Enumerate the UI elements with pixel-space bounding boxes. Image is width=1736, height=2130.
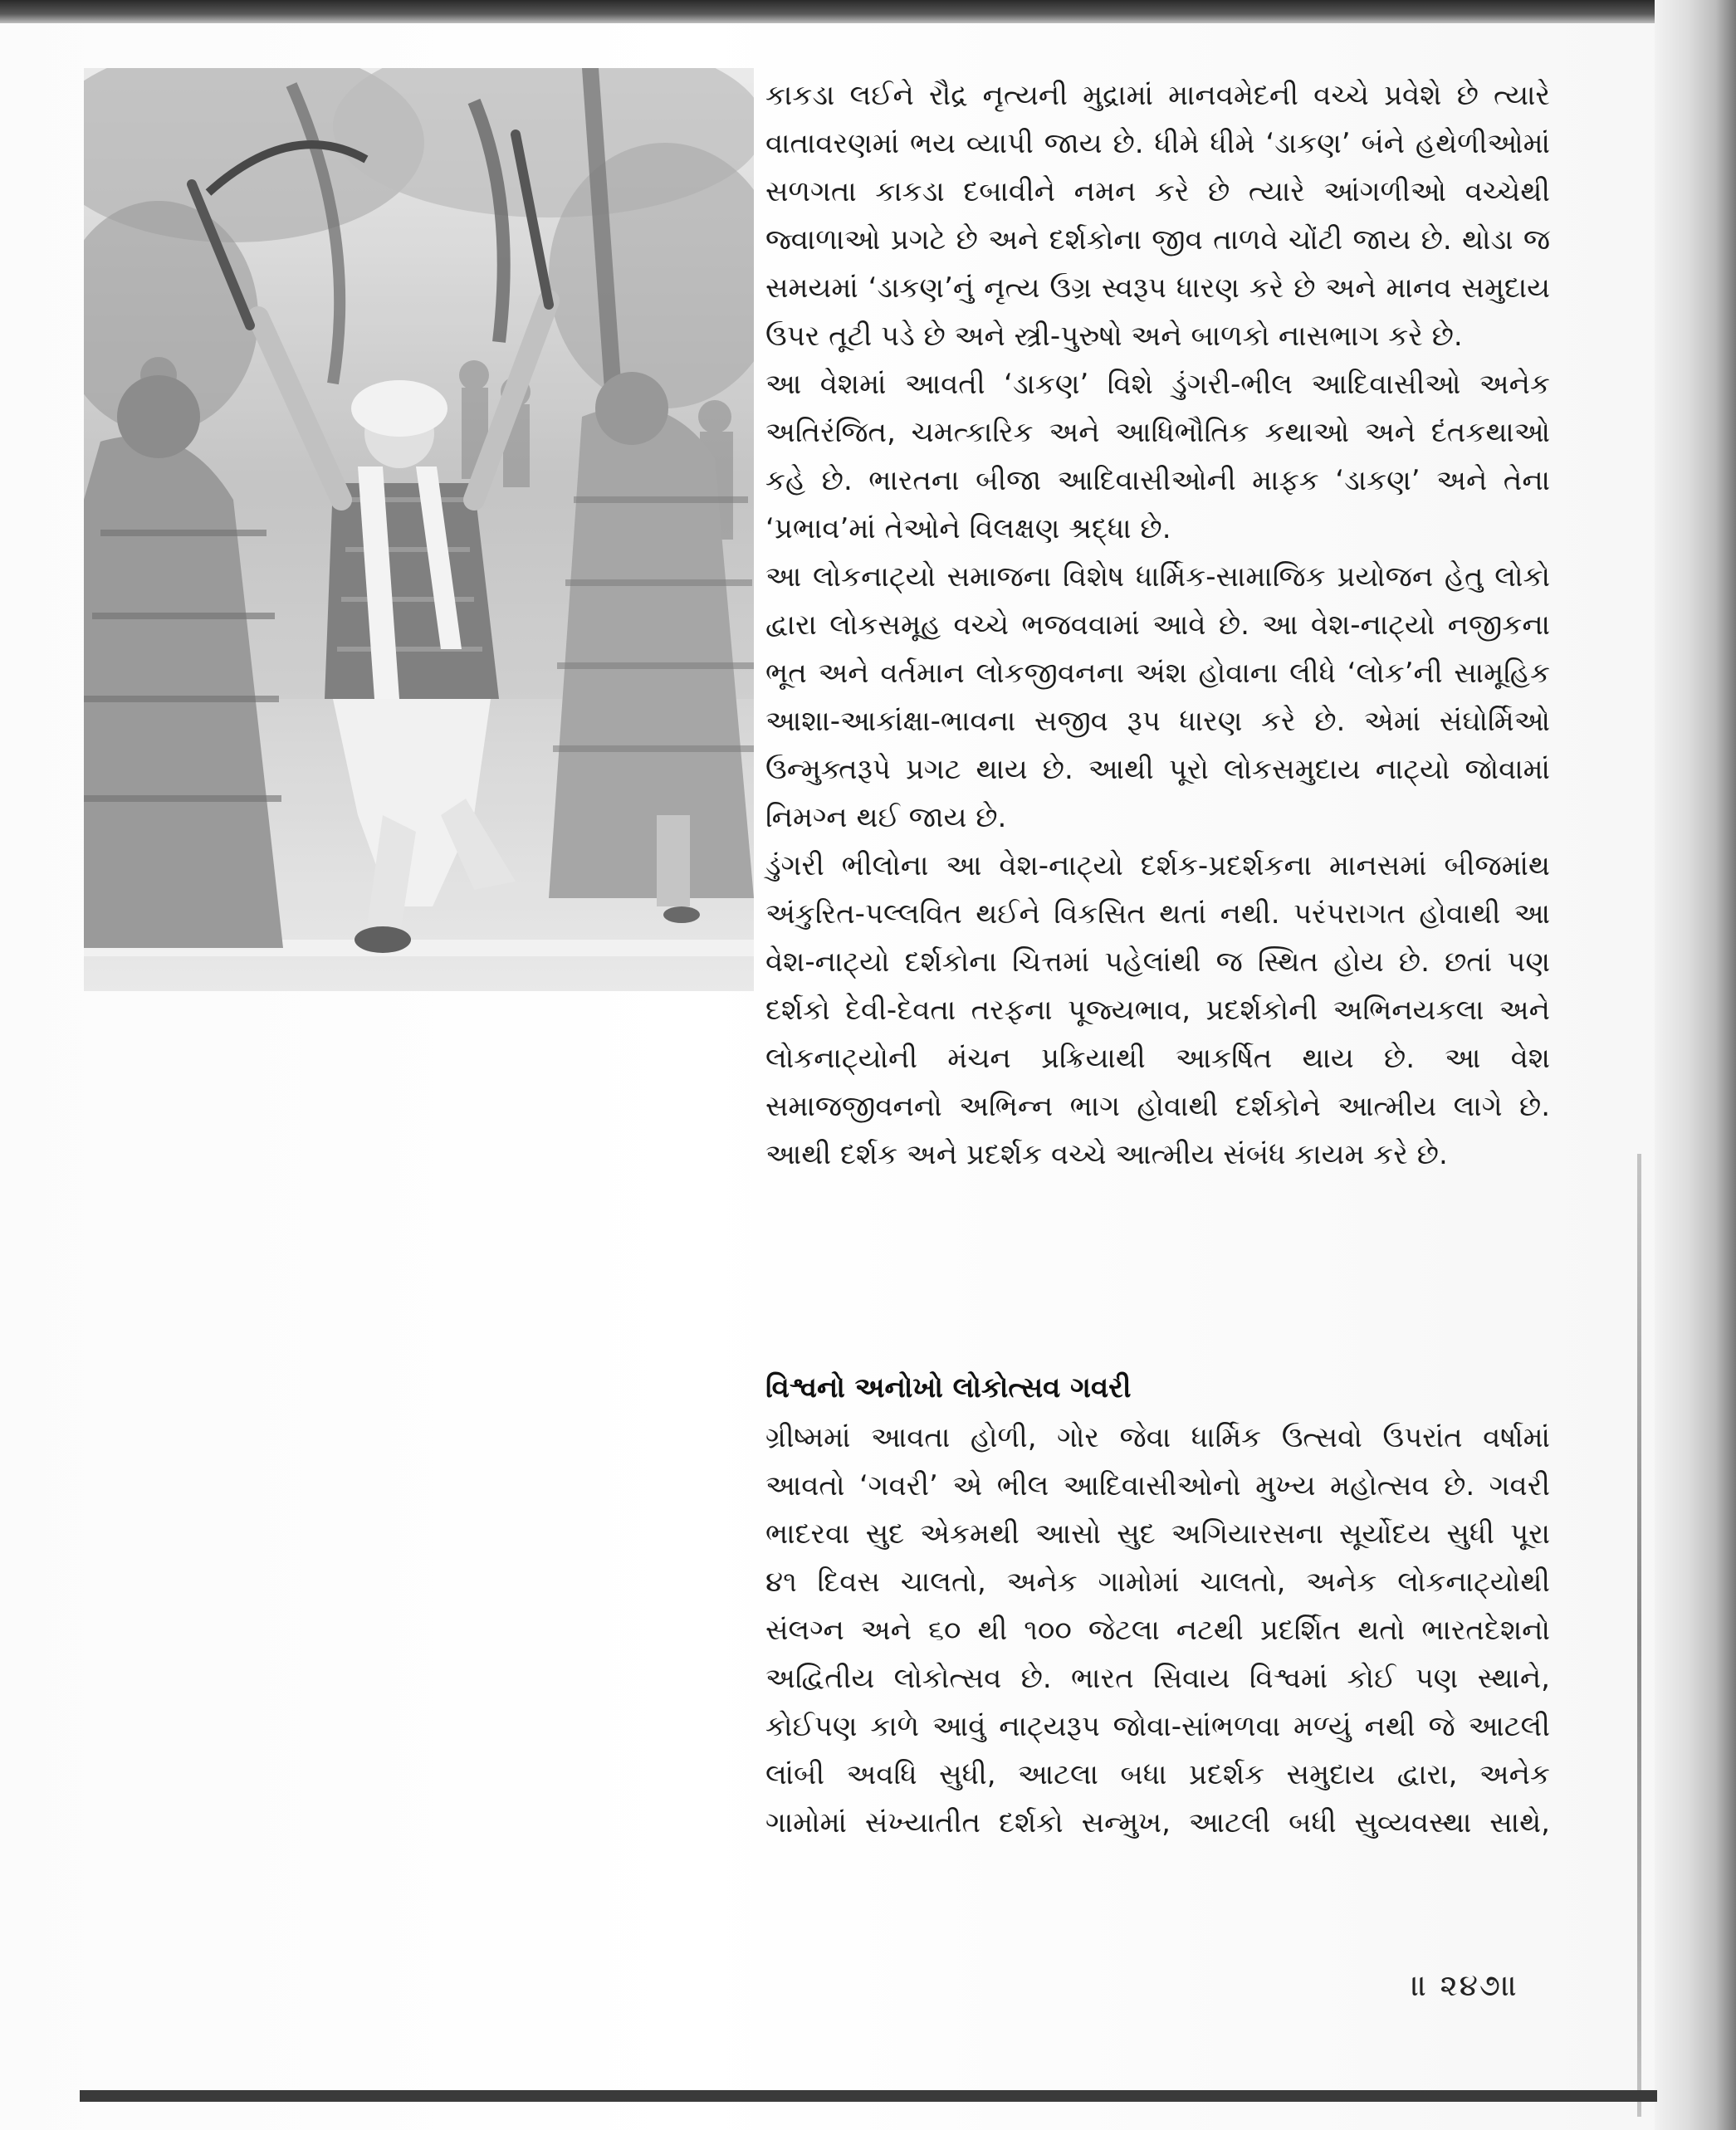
text-line: અદ્વિતીય લોકોત્સવ છે. ભારત સિવાય વિશ્વમાં કોઈ પણ સ્થાને, xyxy=(765,1662,1550,1695)
text-line: સમાજજીવનનો અભિન્ન ભાગ હોવાથી દર્શકોને આત્મીય લાગે છે. xyxy=(765,1090,1550,1123)
text-line: આવતો ‘ગવરી’ એ ભીલ આદિવાસીઓનો મુખ્ય મહોત્સવ છે. ગવરી xyxy=(765,1469,1550,1502)
body-text-top xyxy=(765,71,1550,1179)
scan-right-edge xyxy=(1655,0,1736,2130)
text-line: દર્શકો દેવી-દેવતા તરફના પૂજ્યભાવ, પ્રદર્શકોની અભિનયકલા અને xyxy=(765,994,1550,1027)
paragraph-3 xyxy=(765,553,1550,842)
text-line: ઉન્મુક્તરૂપે પ્રગટ થાય છે. આથી પૂરો લોકસમુદાય નાટ્યો જોવામાં xyxy=(765,753,1550,786)
text-line: અતિરંજિત, ચમત્કારિક અને આધિભૌતિક કથાઓ અને દંતકથાઓ xyxy=(765,416,1550,449)
text-line: કાકડા લઈને રૌદ્ર નૃત્યની મુદ્રામાં માનવમેદની વચ્ચે પ્રવેશે છે ત્યારે xyxy=(765,79,1550,112)
section-heading: વિશ્વનો અનોખો લોકોત્સવ ગવરી xyxy=(765,1371,1132,1405)
text-line: સંલગ્ન અને ૬૦ થી ૧૦૦ જેટલા નટથી પ્રદર્શિત થતો ભારતદેશનો xyxy=(765,1614,1550,1647)
photo-illustration xyxy=(84,68,754,991)
text-line: લાંબી અવધિ સુધી, આટલા બધા પ્રદર્શક સમુદાય દ્વારા, અનેક xyxy=(765,1758,1550,1791)
text-line: ગામોમાં સંખ્યાતીત દર્શકો સન્મુખ, આટલી બધી સુવ્યવસ્થા સાથે, xyxy=(765,1806,1550,1839)
scan-bottom-edge xyxy=(80,2090,1657,2102)
text-line: ભાદરવા સુદ એકમથી આસો સુદ અગિયારસના સૂર્યોદય સુધી પૂરા xyxy=(765,1517,1550,1551)
page-fold-line xyxy=(1637,1154,1641,2117)
paragraph-4 xyxy=(765,842,1550,1179)
paragraph-5 xyxy=(765,1414,1550,1847)
text-line: દ્વારા લોકસમૂહ વચ્ચે ભજવવામાં આવે છે. આ વેશ-નાટ્યો નજીકના xyxy=(765,608,1550,642)
text-line: વેશ-નાટ્યો દર્શકોના ચિત્તમાં પહેલાંથી જ સ્થિત હોય છે. છતાં પણ xyxy=(765,945,1550,979)
scan-top-edge xyxy=(0,0,1736,23)
text-line: ગ્રીષ્મમાં આવતા હોળી, ગોર જેવા ધાર્મિક ઉત્સવો ઉપરાંત વર્ષામાં xyxy=(765,1421,1550,1454)
text-line: ૪૧ દિવસ ચાલતો, અનેક ગામોમાં ચાલતો, અનેક લોકનાટ્યોથી xyxy=(765,1566,1550,1599)
text-line: અંકુરિત-પલ્લવિત થઈને વિકસિત થતાં નથી. પરંપરાગત હોવાથી આ xyxy=(765,897,1550,931)
text-line: લોકનાટ્યોની મંચન પ્રક્રિયાથી આકર્ષિત થાય છે. આ વેશ xyxy=(765,1042,1550,1075)
text-line: આ લોકનાટ્યો સમાજના વિશેષ ધાર્મિક-સામાજિક પ્રયોજન હેતુ લોકો xyxy=(765,560,1550,594)
text-line: ઉપર તૂટી પડે છે અને સ્ત્રી-પુરુષો અને બાળકો નાસભાગ કરે છે. xyxy=(765,320,1463,353)
text-line: આ વેશમાં આવતી ‘ડાકણ’ વિશે ડુંગરી-ભીલ આદિવાસીઓ અનેક xyxy=(765,368,1550,401)
text-line: ‘પ્રભાવ’માં તેઓને વિલક્ષણ શ્રદ્ધા છે. xyxy=(765,512,1171,545)
body-text-bottom xyxy=(765,1414,1550,1847)
text-line: સળગતા કાકડા દબાવીને નમન કરે છે ત્યારે આંગળીઓ વચ્ચેથી xyxy=(765,175,1550,208)
text-line: ડુંગરી ભીલોના આ વેશ-નાટ્યો દર્શક-પ્રદર્શકના માનસમાં બીજમાંથ xyxy=(765,849,1550,882)
folk-dance-photo xyxy=(84,68,754,991)
text-line: આથી દર્શક અને પ્રદર્શક વચ્ચે આત્મીય સંબંધ કાયમ કરે છે. xyxy=(765,1138,1448,1171)
paragraph-2 xyxy=(765,360,1550,553)
text-line: જ્વાળાઓ પ્રગટે છે અને દર્શકોના જીવ તાળવે ચોંટી જાય છે. થોડા જ xyxy=(765,223,1550,256)
paragraph-1 xyxy=(765,71,1550,360)
text-line: કહે છે. ભારતના બીજા આદિવાસીઓની માફક ‘ડાકણ’ અને તેના xyxy=(765,464,1550,497)
text-line: ભૂત અને વર્તમાન લોકજીવનના અંશ હોવાના લીધે ‘લોક’ની સામૂહિક xyxy=(765,657,1550,690)
text-line: કોઈપણ કાળે આવું નાટ્યરૂપ જોવા-સાંભળવા મળ્યું નથી જે આટલી xyxy=(765,1710,1550,1743)
text-line: આશા-આકાંક્ષા-ભાવના સજીવ રૂપ ધારણ કરે છે. એમાં સંઘોર્મિઓ xyxy=(765,705,1550,738)
text-line: સમયમાં ‘ડાકણ’નું નૃત્ય ઉગ્ર સ્વરૂપ ધારણ કરે છે અને માનવ સમુદાય xyxy=(765,271,1550,305)
page-number: ॥ ૨૪૭॥ xyxy=(1411,1969,1519,2003)
text-line: વાતાવરણમાં ભય વ્યાપી જાય છે. ધીમે ધીમે ‘ડાકણ’ બંને હથેળીઓમાં xyxy=(765,127,1550,160)
text-line: નિમગ્ન થઈ જાય છે. xyxy=(765,801,1007,834)
